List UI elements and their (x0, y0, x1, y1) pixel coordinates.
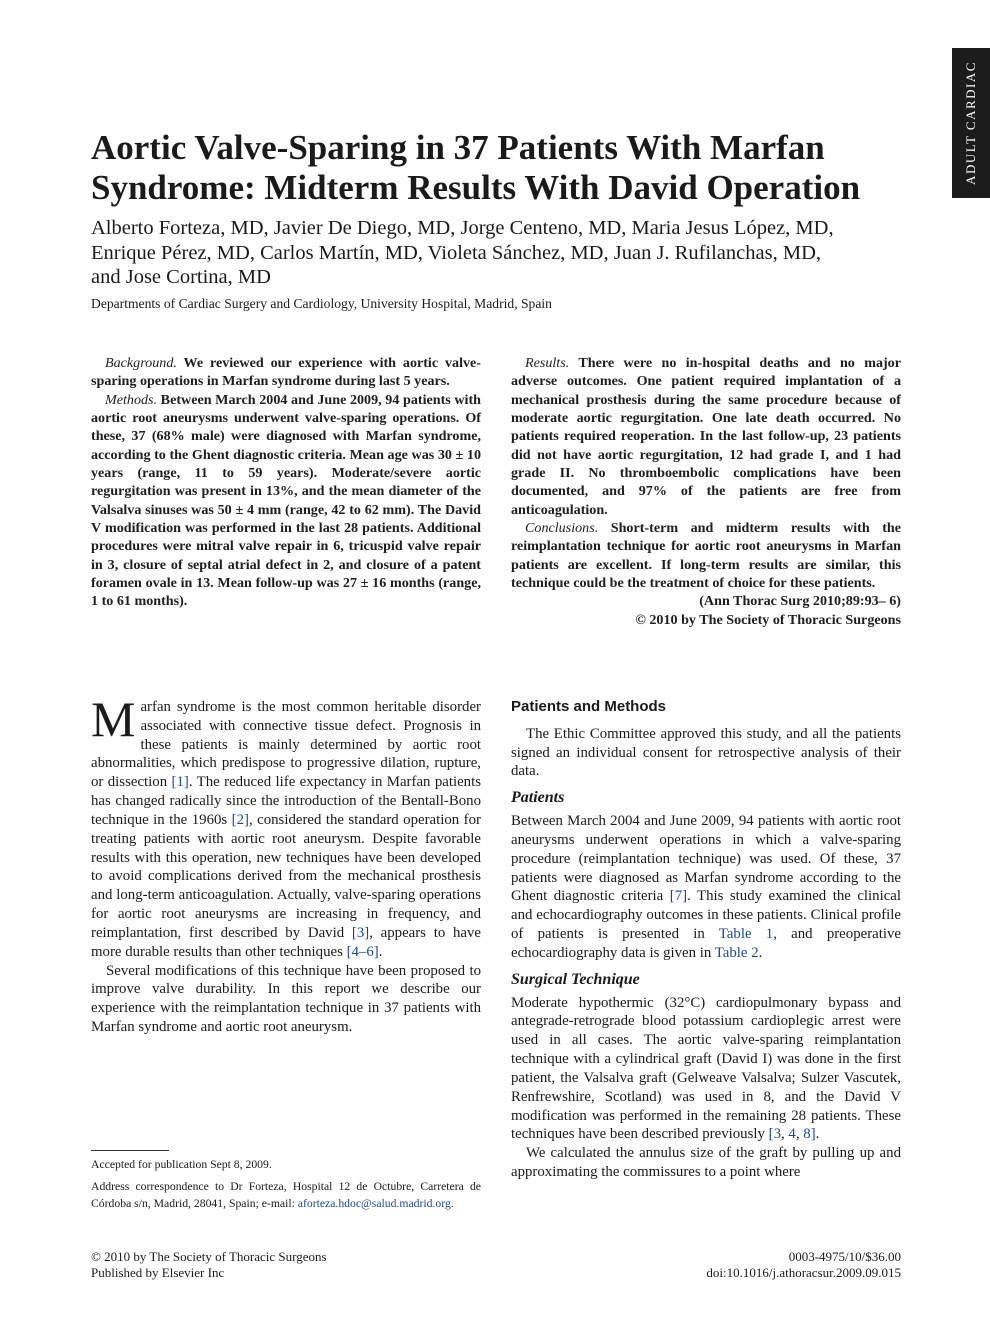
abstract-background (91, 354, 481, 391)
section-tab-label: ADULT CARDIAC (963, 61, 978, 185)
reference-link[interactable]: [3] (351, 924, 370, 941)
intro-paragraph-2: Several modifications of this technique have been proposed to improve valve durability. In this report we describe our experience with the reimplantation technique in 37 patients with Marfan syndrome and aortic root aneurysm. (91, 962, 481, 1036)
label-background: Background. (105, 355, 177, 371)
text: , appears to have more durable results than other techniques (91, 924, 482, 960)
author-line: Enrique Pérez, MD, Carlos Martín, MD, Violeta Sánchez, MD, Juan J. Rufilanchas, MD, (91, 241, 821, 264)
reference-link[interactable]: 8 (803, 1126, 811, 1143)
abstract-conclusions (511, 519, 901, 592)
reference-link[interactable]: 4 (788, 1126, 796, 1143)
affiliation: Departments of Cardiac Surgery and Cardiology, University Hospital, Madrid, Spain (91, 296, 552, 311)
footer-publisher: Published by Elsevier Inc (91, 1264, 225, 1280)
section-tab (952, 48, 990, 198)
abstract-right-column (511, 354, 901, 629)
text: Address correspondence to Dr Forteza, Hospital 12 de Octubre, Carretera de Córdoba s/n, Madrid, 28041, Spain; e-mail: (91, 1180, 481, 1210)
abstract-results (511, 354, 901, 519)
text: . (378, 943, 383, 960)
footnotes (91, 1157, 481, 1218)
text: . (815, 1126, 820, 1143)
correspondence-note (91, 1179, 481, 1212)
reference-link[interactable]: [2] (231, 811, 249, 828)
abstract-copyright: © 2010 by The Society of Thoracic Surgeons (635, 611, 901, 628)
methods-column (511, 698, 901, 1182)
table-link[interactable]: Table 2 (714, 944, 759, 961)
footer-left (91, 1249, 327, 1280)
patients-paragraph (511, 812, 901, 963)
intro-column (91, 691, 482, 1037)
author-line: and Jose Cortina, MD (91, 266, 271, 288)
accepted-note: Accepted for publication Sept 8, 2009. (91, 1158, 272, 1171)
author-line: Alberto Forteza, MD, Javier De Diego, MD, Jorge Centeno, MD, Maria Jesus López, MD, (91, 217, 834, 239)
reference-link[interactable]: [4–6] (346, 943, 379, 960)
footer-issn: 0003-4975/10/$36.00 (788, 1249, 901, 1264)
title-line: Aortic Valve-Sparing in 37 Patients With Marfan (91, 128, 825, 167)
results-text: There were no in-hospital deaths and no major adverse outcomes. One patient required implantation of a mechanical prosthesis during the same procedure because of moderate aortic regurgitation. One late death occurred. No patients required reoperation. In the last follow-up, 23 patients did not have aortic regurgitation, 12 had grade I, and 1 had grade II. No thromboembolic complications have been documented, and 97% of the patients are free from anticoagulation. (511, 355, 901, 518)
table-link[interactable]: Table 1 (718, 926, 774, 943)
text: , considered the standard operation for treating patients with aortic root aneurysm. Despite favorable results with this operation, new techniques have been developed to avoid complications derived from the mechanical prosthesis and long-term anticoagulation. Actually, valve-sparing operations for aortic root aneurysms are increasing in frequency, and reimplantation, first described by David (91, 811, 481, 941)
text: . This study examined the clinical and echocardiography outcomes in these patients. Clinical profile of patients is presented in (511, 888, 901, 943)
subsection-heading-technique: Surgical Technique (511, 970, 640, 988)
abstract-methods (91, 391, 481, 611)
reference-link[interactable]: [7] (669, 888, 688, 905)
text: , (781, 1126, 789, 1143)
technique-paragraph (511, 994, 901, 1145)
text: . The reduced life expectancy in Marfan patients has changed radically since the introduction of the Bentall-Bono technique in the 1960s (91, 774, 482, 828)
background-text: We reviewed our experience with aortic valve-sparing operations in Marfan syndrome during last 5 years. (91, 355, 481, 390)
footer-right (706, 1249, 901, 1280)
intro-paragraph-1 (91, 691, 482, 962)
reference-link: ] (810, 1126, 816, 1143)
section-heading: Patients and Methods (511, 698, 667, 715)
conclusions-text: Short-term and midterm results with the reimplantation technique for aortic root aneurysms in Marfan patients are excellent. If long-term results are similar, this technique could be the treatment of choice for these patients. (511, 520, 901, 592)
text: , (795, 1126, 804, 1143)
methods-paragraph-1: The Ethic Committee approved this study, and all the patients signed an individual consent for retrospective analysis of their data. (511, 725, 901, 780)
label-conclusions: Conclusions. (525, 520, 599, 537)
label-results: Results. (525, 355, 570, 371)
email-link[interactable]: aforteza.hdoc@salud.madrid.org (297, 1196, 451, 1210)
label-methods: Methods. (105, 391, 158, 408)
text: . (450, 1196, 454, 1210)
text: Moderate hypothermic (32°C) cardiopulmonary bypass and antegrade-retrograde blood potassium cardioplegic arrest were used in all cases. The aortic valve-sparing reimplantation technique with a cylindrical graft (David I) was done in the first patient, the Valsalva graft (Gelweave Valsalva; Sulzer Vascutek, Renfrewshire, Scotland) was used in 8, and the David V modification was performed in the remaining 28 patients. These techniques have been described previously (511, 994, 901, 1143)
reference-link[interactable]: 3 (773, 1126, 781, 1143)
text: Between March 2004 and June 2009, 94 patients with aortic root aneurysms underwent operations in which a valve-sparing procedure (reimplantation technique) was used. Of these, 37 patients were diagnosed as Marfan syndrome according to the Ghent diagnostic criteria (511, 813, 901, 905)
journal-citation: (Ann Thorac Surg 2010;89:93– 6) (699, 593, 901, 610)
footer-copyright: © 2010 by The Society of Thoracic Surgeons (91, 1249, 327, 1264)
footer-doi: doi:10.1016/j.athoracsur.2009.09.015 (706, 1264, 901, 1280)
text: arfan syndrome is the most common heritable disorder associated with connective tissue defect. Prognosis in these patients is mainly determined by aortic root abnormalities, which predispose to progressive dilation, rupture, or dissection (91, 699, 481, 791)
text: . (758, 944, 763, 961)
title-line: Syndrome: Midterm Results With David Operation (91, 168, 861, 207)
methods-text: Between March 2004 and June 2009, 94 patients with aortic root aneurysms underwent valve-sparing operations. Of these, 37 (68% male) were diagnosed with Marfan syndrome, according to the Ghent diagnostic criteria. Mean age was 30 ± 10 years (range, 11 to 59 years). Moderate/severe aortic regurgitation was present in 13%, and the mean diameter of the Valsalva sinuses was 50 ± 4 mm (range, 42 to 62 mm). The David V modification was performed in the last 28 patients. Additional procedures were mitral valve repair in 6, tricuspid valve repair in 3, closure of septal atrial defect in 2, and closure of a patent foramen ovale in 13. Mean follow-up was 27 ± 16 months (range, 1 to 61 months). (91, 391, 481, 610)
author-list (91, 216, 921, 290)
article-title (91, 128, 931, 208)
technique-paragraph-2: We calculated the annulus size of the graft by pulling up and approximating the commissures to a point where (511, 1145, 901, 1181)
subsection-heading-patients: Patients (511, 789, 565, 807)
footnote-divider (91, 1150, 169, 1151)
drop-cap: M (91, 691, 136, 747)
abstract-left-column (91, 354, 481, 611)
reference-link[interactable]: [1] (171, 774, 189, 791)
reference-link: [ (768, 1126, 774, 1143)
text: , and preoperative echocardiography data is given in (511, 926, 901, 961)
